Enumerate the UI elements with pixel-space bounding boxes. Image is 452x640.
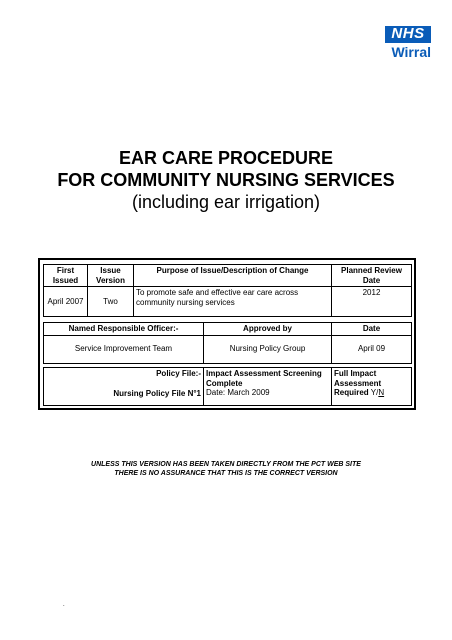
required-yes: Y [370,388,377,397]
title-line-2: FOR COMMUNITY NURSING SERVICES [57,170,395,190]
full-impact-required [334,388,409,398]
header-first-issued: First Issued [44,265,88,287]
cell-approved-by: Nursing Policy Group [204,335,332,363]
full-impact-label: Full Impact Assessment [334,369,382,388]
nhs-logo-org: Wirral [391,44,431,60]
header-issue-version: Issue Version [88,265,134,287]
impact-screening-date: Date: March 2009 [206,388,270,397]
document-title [0,147,452,213]
header-officer: Named Responsible Officer:- [44,323,204,336]
policy-file-value: Nursing Policy File N°1 [113,388,201,398]
impact-screening-label: Impact Assessment Screening Complete [206,369,322,388]
title-subtitle: (including ear irrigation) [131,192,321,212]
cell-planned-review: 2012 [332,287,412,317]
nhs-logo-box: NHS [385,26,431,43]
version-warning [0,460,452,478]
cell-first-issued: April 2007 [44,287,88,317]
cell-purpose: To promote safe and effective ear care across community nursing services [134,287,332,317]
cell-issue-version: Two [88,287,134,317]
issue-table [43,264,412,317]
cell-date: April 09 [332,335,412,363]
title-line-1: EAR CARE PROCEDURE [118,148,334,168]
header-approved-by: Approved by [204,323,332,336]
warning-line-2: THERE IS NO ASSURANCE THAT THIS IS THE CORRECT VERSION [114,470,338,477]
header-planned-review: Planned Review Date [332,265,412,287]
warning-line-1: UNLESS THIS VERSION HAS BEEN TAKEN DIRECTLY FROM THE PCT WEB SITE [91,461,361,468]
cell-policy-file [44,368,204,406]
header-purpose: Purpose of Issue/Description of Change [134,265,332,287]
required-label: Required [334,388,369,397]
required-no: N [378,388,385,397]
cell-officer: Service Improvement Team [44,335,204,363]
approval-table [43,322,412,364]
header-date: Date [332,323,412,336]
required-separator: / [376,388,379,397]
footer-mark: . [63,602,65,608]
nhs-wirral-logo [369,26,433,60]
cell-impact-screening [204,368,332,406]
policy-table [43,367,412,406]
policy-file-label: Policy File:- [156,369,201,378]
document-control-box [38,258,416,410]
cell-full-impact [332,368,412,406]
